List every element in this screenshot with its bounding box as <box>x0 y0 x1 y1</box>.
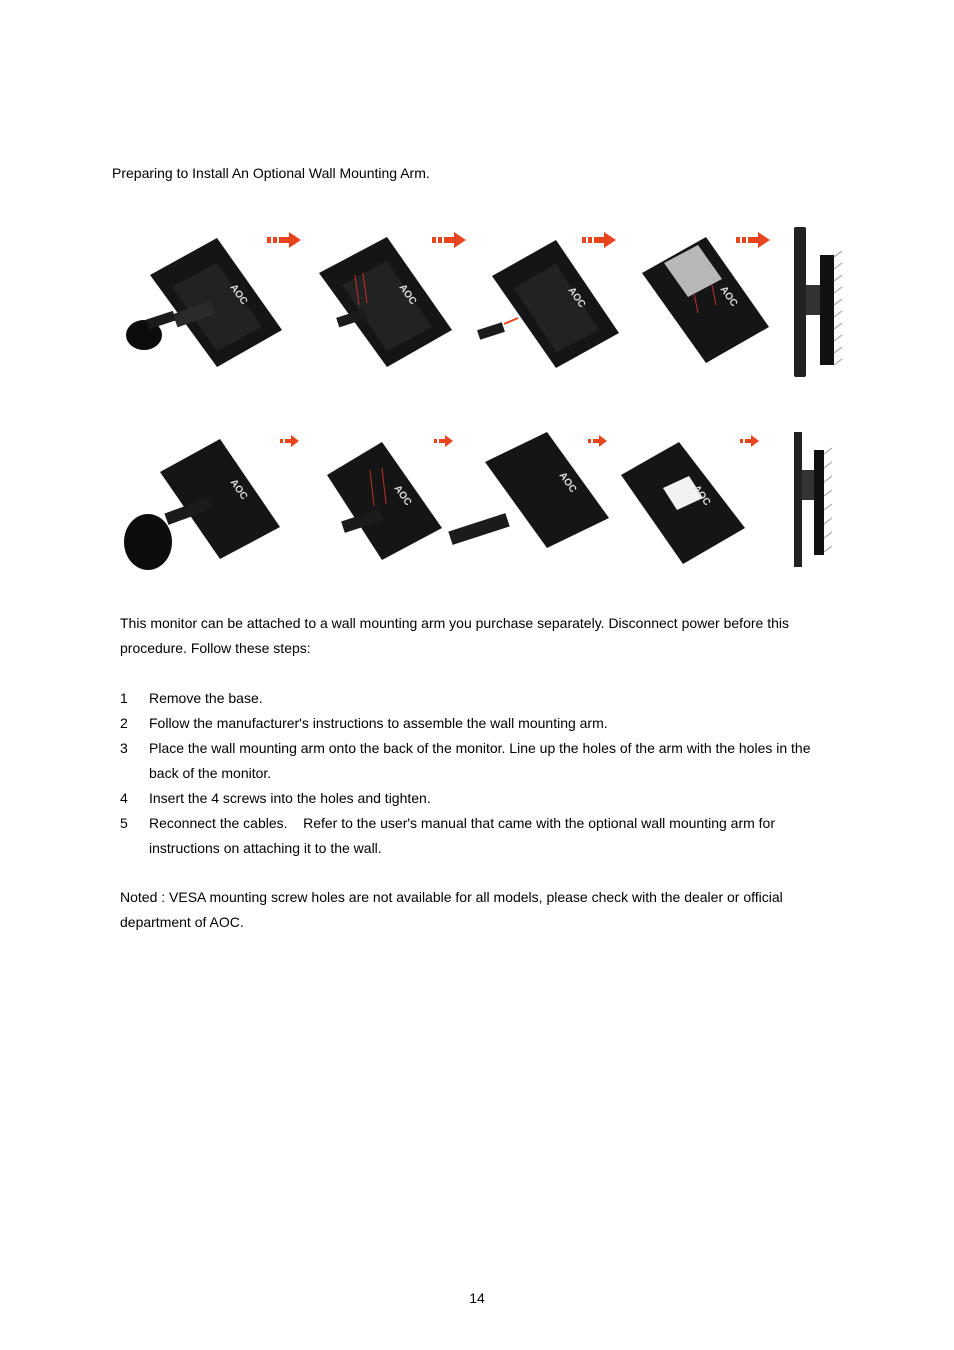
step-text: Insert the 4 screws into the holes and tighten. <box>149 790 431 806</box>
intro-paragraph: This monitor can be attached to a wall mounting arm you purchase separately. Disconnect power before this procedure. Follow these steps: <box>120 615 789 656</box>
step-text: Reconnect the cables. Refer to the user's manual that came with the optional wall mounting arm for instructions on attaching it to the wall. <box>149 815 779 856</box>
steps-list <box>120 686 840 861</box>
monitor-neck-detached-illustration <box>447 430 612 560</box>
page-number: 14 <box>469 1290 485 1306</box>
list-item <box>120 811 840 861</box>
red-arrow-icon <box>280 435 300 447</box>
list-item <box>120 686 840 711</box>
note-paragraph: Noted : VESA mounting screw holes are not available for all models, please check with the dealer or official department of AOC. <box>120 889 783 930</box>
step-number: 2 <box>120 715 128 731</box>
svg-text:AOC: AOC <box>391 483 414 508</box>
svg-text:AOC: AOC <box>227 282 250 307</box>
svg-text:AOC: AOC <box>556 470 579 495</box>
monitor-neck-removal-illustration <box>307 235 457 370</box>
red-arrow-icon <box>432 232 468 248</box>
red-arrow-icon <box>267 232 303 248</box>
step-number: 1 <box>120 690 128 706</box>
list-item <box>120 786 840 811</box>
red-arrow-icon <box>736 232 772 248</box>
monitor-neck-detached-illustration <box>474 238 624 373</box>
section-heading: Preparing to Install An Optional Wall Mounting Arm. <box>112 165 430 181</box>
step-number: 3 <box>120 740 128 756</box>
installation-illustration-row-2 <box>112 425 852 580</box>
monitor-vesa-plate-illustration <box>634 235 774 367</box>
monitor-with-base-illustration <box>120 437 285 572</box>
installation-illustration-row-1 <box>112 220 852 385</box>
list-item <box>120 711 840 736</box>
red-arrow-icon <box>582 232 618 248</box>
list-item <box>120 736 840 786</box>
wall-mounted-side-view-illustration <box>790 225 852 380</box>
step-number: 5 <box>120 815 128 831</box>
step-number: 4 <box>120 790 128 806</box>
red-arrow-icon <box>740 435 760 447</box>
step-text: Remove the base. <box>149 690 263 706</box>
monitor-with-base-illustration <box>122 235 287 375</box>
red-arrow-icon <box>588 435 608 447</box>
wall-mounted-side-view-illustration <box>790 430 840 570</box>
monitor-vesa-plate-illustration <box>617 440 747 570</box>
svg-text:AOC: AOC <box>396 282 419 307</box>
step-text: Follow the manufacturer's instructions to assemble the wall mounting arm. <box>149 715 608 731</box>
step-text: Place the wall mounting arm onto the back of the monitor. Line up the holes of the arm with the holes in the back of the monitor. <box>149 740 811 781</box>
monitor-neck-removal-illustration <box>322 440 447 565</box>
svg-text:AOC: AOC <box>690 483 713 508</box>
svg-text:AOC: AOC <box>717 284 740 309</box>
svg-text:AOC: AOC <box>565 285 588 310</box>
svg-text:AOC: AOC <box>227 477 250 502</box>
